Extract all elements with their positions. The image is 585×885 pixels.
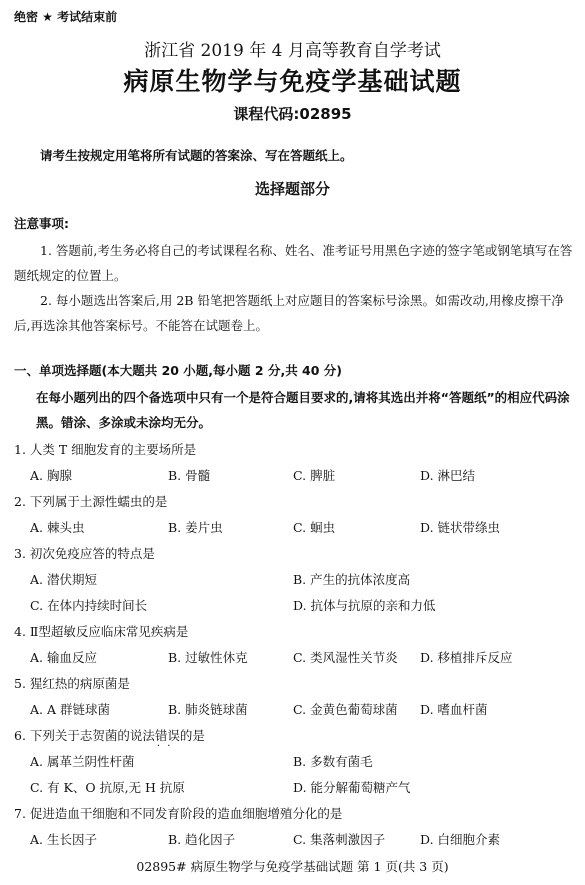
notes-title: 注意事项: [14, 216, 69, 231]
q3-option-c: C. 在体内持续时间长 [30, 598, 148, 613]
question-1-stem: 1. 人类 T 细胞发育的主要场所是 [14, 442, 197, 457]
section-title: 选择题部分 [254, 180, 330, 198]
question-6-stem-suffix: 的是 [179, 728, 205, 743]
q7-option-b: B. 趋化因子 [168, 832, 236, 847]
question-3-stem: 3. 初次免疫应答的特点是 [14, 546, 155, 561]
q1-option-d: D. 淋巴结 [420, 468, 476, 483]
q4-option-b: B. 过敏性休克 [168, 650, 248, 665]
q2-option-d: D. 链状带绦虫 [420, 520, 501, 535]
q1-option-b: B. 骨髓 [168, 468, 211, 483]
q6-option-a: A. 属革兰阴性杆菌 [30, 754, 135, 769]
q7-option-c: C. 集落刺激因子 [293, 832, 386, 847]
note-item-2: 2. 每小题选出答案后,用 2B 铅笔把答题纸上对应题目的答案标号涂黑。如需改动,用橡皮擦干净后,再选涂其他答案标号。不能答在试题卷上。 [14, 293, 564, 333]
answer-instruction: 请考生按规定用笔将所有试题的答案涂、写在答题纸上。 [40, 148, 353, 163]
question-2-stem: 2. 下列属于土源性蠕虫的是 [14, 494, 168, 509]
q3-option-d: D. 抗体与抗原的亲和力低 [293, 598, 436, 613]
q2-option-a: A. 棘头虫 [30, 520, 85, 535]
q3-option-b: B. 产生的抗体浓度高 [293, 572, 411, 587]
q2-option-c: C. 蛔虫 [293, 520, 336, 535]
q5-option-a: A. A 群链球菌 [30, 702, 110, 717]
exam-title-line: 浙江省 2019 年 4 月高等教育自学考试 [144, 41, 441, 61]
confidential-mark: 绝密 ★ 考试结束前 [14, 10, 118, 24]
question-6-stem [14, 726, 205, 744]
q6-option-d: D. 能分解葡萄糖产气 [293, 780, 411, 795]
q4-option-a: A. 输血反应 [30, 650, 97, 665]
note-item-1: 1. 答题前,考生务必将自己的考试课程名称、姓名、准考证号用黑色字迹的签字笔或钢笔填写在答题纸规定的位置上。 [14, 243, 573, 283]
part-title: 一、单项选择题(本大题共 20 小题,每小题 2 分,共 40 分) [14, 363, 343, 378]
q2-option-b: B. 姜片虫 [168, 520, 223, 535]
q5-option-c: C. 金黄色葡萄球菌 [293, 702, 398, 717]
question-6-stem-prefix: 6. 下列关于志贺菌的说法 [14, 728, 155, 743]
q3-option-a: A. 潜伏期短 [30, 572, 97, 587]
part-description: 在每小题列出的四个备选项中只有一个是符合题目要求的,请将其选出并将“答题纸”的相应代码涂黑。错涂、多涂或未涂均无分。 [36, 390, 570, 430]
question-5-stem: 5. 猩红热的病原菌是 [14, 676, 130, 691]
q7-option-a: A. 生长因子 [30, 832, 97, 847]
q6-option-c: C. 有 K、O 抗原,无 H 抗原 [30, 780, 185, 795]
q6-option-b: B. 多数有菌毛 [293, 754, 373, 769]
question-7-stem: 7. 促进造血干细胞和不同发育阶段的造血细胞增殖分化的是 [14, 806, 343, 821]
q4-option-c: C. 类风湿性关节炎 [293, 650, 398, 665]
page-footer: 02895# 病原生物学与免疫学基础试题 第 1 页(共 3 页) [136, 859, 449, 874]
q5-option-d: D. 嗜血杆菌 [420, 702, 488, 717]
q5-option-b: B. 肺炎链球菌 [168, 702, 248, 717]
course-code: 课程代码:02895 [233, 105, 352, 123]
q1-option-c: C. 脾脏 [293, 468, 336, 483]
question-4-stem: 4. Ⅱ型超敏反应临床常见疾病是 [14, 624, 189, 639]
q7-option-d: D. 白细胞介素 [420, 832, 501, 847]
question-6-emphasis: 错误 · · [155, 728, 180, 743]
q1-option-a: A. 胸腺 [30, 468, 72, 483]
q4-option-d: D. 移植排斥反应 [420, 650, 513, 665]
subject-title: 病原生物学与免疫学基础试题 [123, 67, 462, 96]
